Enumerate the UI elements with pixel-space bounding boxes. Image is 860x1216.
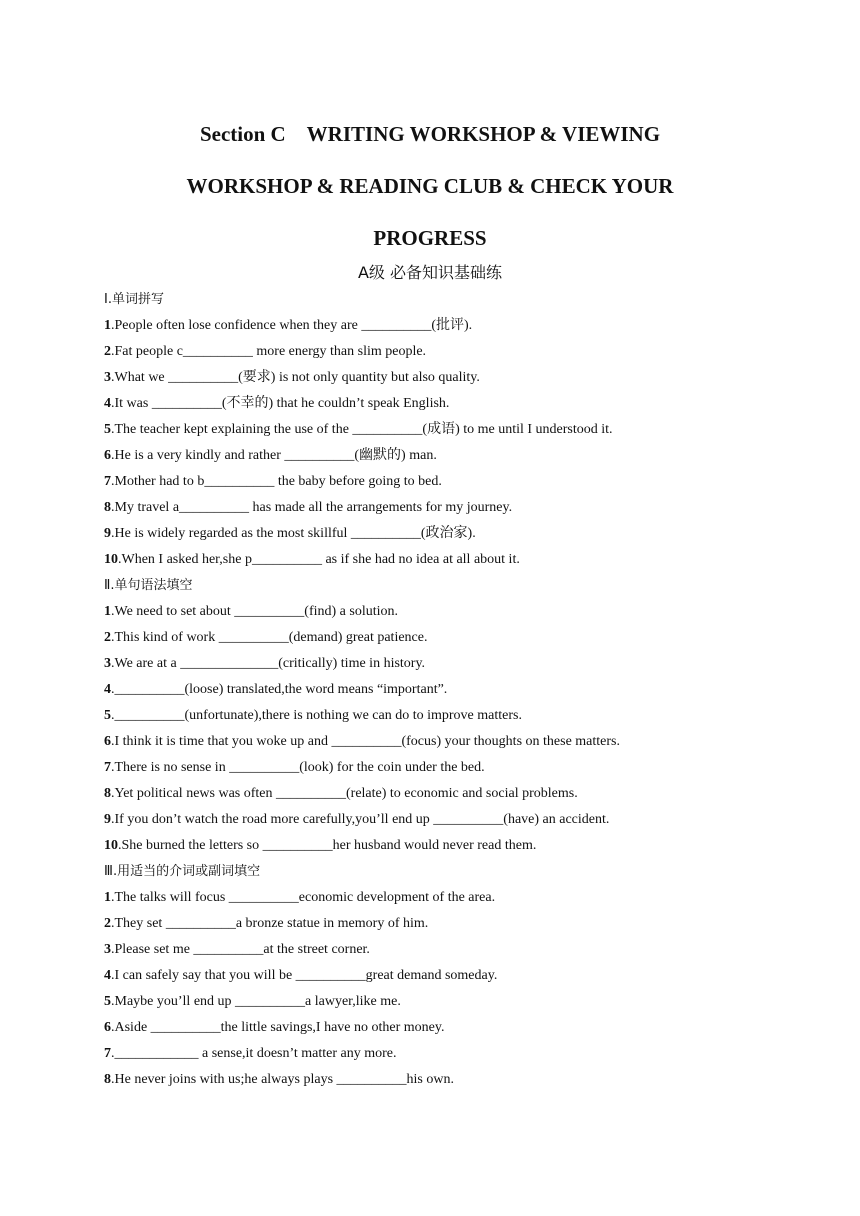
question-number: 7 <box>104 474 111 489</box>
exercise-content <box>104 287 824 1093</box>
section-title-2: Ⅱ.单句语法填空 <box>104 578 193 593</box>
question-number: 7 <box>104 760 111 775</box>
question-number: 2 <box>104 344 111 359</box>
question-text: .__________(loose) translated,the word means “important”. <box>111 682 448 697</box>
question-text: .He is a very kindly and rather __________(幽默的) man. <box>111 448 437 463</box>
question-number: 10 <box>104 838 118 853</box>
question-text: .If you don’t watch the road more carefully,you’ll end up __________(have) an accident. <box>111 812 610 827</box>
question-number: 9 <box>104 526 111 541</box>
question-item <box>104 443 824 469</box>
question-text: .__________(unfortunate),there is nothing we can do to improve matters. <box>111 708 522 723</box>
question-number: 5 <box>104 422 111 437</box>
question-number: 6 <box>104 1020 111 1035</box>
question-text: .He is widely regarded as the most skillful __________(政治家). <box>111 526 476 541</box>
question-text: .I think it is time that you woke up and __________(focus) your thoughts on these matters. <box>111 734 620 749</box>
question-number: 6 <box>104 448 111 463</box>
question-item <box>104 365 824 391</box>
question-number: 8 <box>104 786 111 801</box>
question-text: .The teacher kept explaining the use of the __________(成语) to me until I understood it. <box>111 422 613 437</box>
level-heading: A级 必备知识基础练 <box>357 263 503 282</box>
question-text: .It was __________(不幸的) that he couldn’t speak English. <box>111 396 450 411</box>
question-text: .This kind of work __________(demand) great patience. <box>111 630 428 645</box>
question-item <box>104 521 824 547</box>
question-number: 4 <box>104 396 111 411</box>
question-item <box>104 963 824 989</box>
question-text: .I can safely say that you will be __________great demand someday. <box>111 968 498 983</box>
question-number: 10 <box>104 552 118 567</box>
question-number: 3 <box>104 656 111 671</box>
question-number: 5 <box>104 708 111 723</box>
question-number: 5 <box>104 994 111 1009</box>
page-title <box>0 108 860 264</box>
question-text: .Please set me __________at the street corner. <box>111 942 370 957</box>
title-line-3: PROGRESS <box>373 226 487 250</box>
title-line-2: WORKSHOP & READING CLUB & CHECK YOUR <box>186 174 674 198</box>
question-text: .Maybe you’ll end up __________a lawyer,like me. <box>111 994 401 1009</box>
question-item <box>104 833 824 859</box>
question-item <box>104 651 824 677</box>
question-item <box>104 937 824 963</box>
title-line-1: Section C WRITING WORKSHOP & VIEWING <box>199 122 661 146</box>
question-text: .My travel a__________ has made all the arrangements for my journey. <box>111 500 513 515</box>
question-number: 1 <box>104 318 111 333</box>
question-item <box>104 807 824 833</box>
question-item <box>104 495 824 521</box>
question-number: 1 <box>104 604 111 619</box>
question-text: .The talks will focus __________economic development of the area. <box>111 890 496 905</box>
question-text: .Mother had to b__________ the baby before going to bed. <box>111 474 442 489</box>
question-text: .He never joins with us;he always plays __________his own. <box>111 1072 454 1087</box>
question-item <box>104 339 824 365</box>
question-item <box>104 885 824 911</box>
question-number: 3 <box>104 370 111 385</box>
section-title-3: Ⅲ.用适当的介词或副词填空 <box>104 864 261 879</box>
question-item <box>104 391 824 417</box>
question-text: .There is no sense in __________(look) for the coin under the bed. <box>111 760 485 775</box>
question-number: 4 <box>104 682 111 697</box>
question-item <box>104 703 824 729</box>
question-text: .We need to set about __________(find) a solution. <box>111 604 398 619</box>
question-number: 4 <box>104 968 111 983</box>
question-number: 1 <box>104 890 111 905</box>
question-text: .When I asked her,she p__________ as if she had no idea at all about it. <box>118 552 520 567</box>
question-text: .What we __________(要求) is not only quantity but also quality. <box>111 370 480 385</box>
question-text: .Aside __________the little savings,I have no other money. <box>111 1020 445 1035</box>
question-item <box>104 1041 824 1067</box>
question-item <box>104 417 824 443</box>
question-text: .We are at a ______________(critically) time in history. <box>111 656 426 671</box>
question-number: 3 <box>104 942 111 957</box>
question-item <box>104 599 824 625</box>
question-item <box>104 989 824 1015</box>
question-text: .Fat people c__________ more energy than slim people. <box>111 344 427 359</box>
question-number: 6 <box>104 734 111 749</box>
question-number: 8 <box>104 1072 111 1087</box>
question-text: .They set __________a bronze statue in memory of him. <box>111 916 429 931</box>
question-number: 2 <box>104 916 111 931</box>
question-text: .People often lose confidence when they are __________(批评). <box>111 318 473 333</box>
question-number: 9 <box>104 812 111 827</box>
question-item <box>104 755 824 781</box>
question-item <box>104 625 824 651</box>
question-text: .Yet political news was often __________(relate) to economic and social problems. <box>111 786 578 801</box>
question-text: .She burned the letters so __________her husband would never read them. <box>118 838 537 853</box>
question-item <box>104 1015 824 1041</box>
question-number: 8 <box>104 500 111 515</box>
question-item <box>104 911 824 937</box>
question-number: 2 <box>104 630 111 645</box>
question-item <box>104 1067 824 1093</box>
question-item <box>104 677 824 703</box>
question-item <box>104 547 824 573</box>
question-text: .____________ a sense,it doesn’t matter any more. <box>111 1046 397 1061</box>
question-item <box>104 469 824 495</box>
section-title-1: Ⅰ.单词拼写 <box>104 292 164 307</box>
question-number: 7 <box>104 1046 111 1061</box>
question-item <box>104 313 824 339</box>
question-item <box>104 781 824 807</box>
question-item <box>104 729 824 755</box>
